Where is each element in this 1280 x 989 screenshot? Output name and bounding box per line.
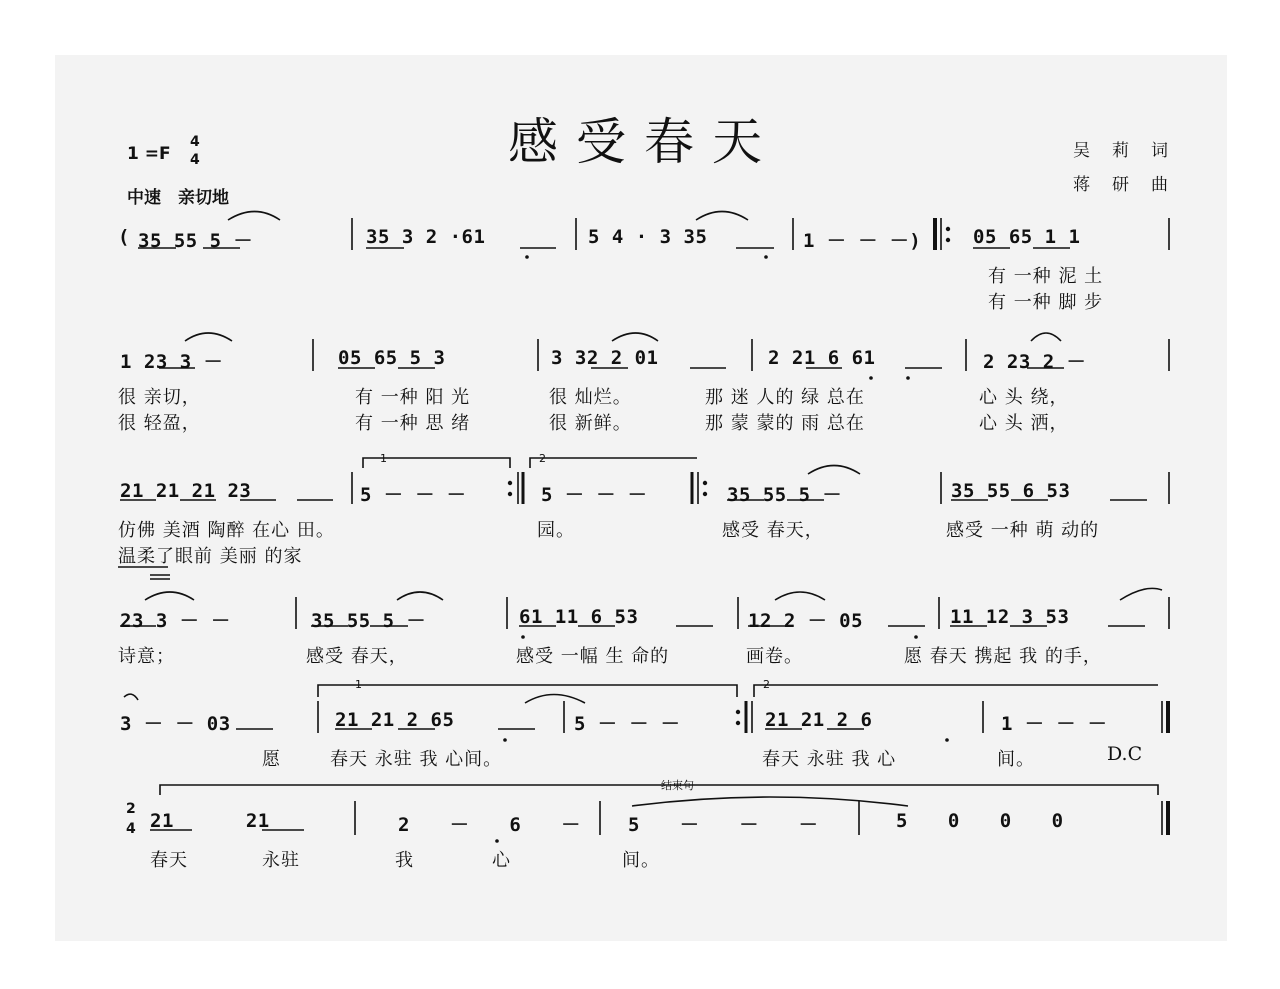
measure-r5-1: 3 － － 03 [120,713,231,735]
lyric-r2-v1-c: 很 灿烂。 [549,387,632,408]
ending-label: 结束句 [661,779,694,792]
measure-r4-1: 23 3 － － [120,610,231,632]
volta-1-label: 1 [380,452,387,465]
lyric-r4-c: 感受 一幅 生 命的 [516,646,670,667]
measure-r3-4: 35 55 5 － [727,484,843,506]
measure-r1-1: 35 55 5 － [138,230,254,252]
measure-r2-2: 05 65 5 3 [338,347,446,369]
measure-r1-2: 35 3 2 ·61 [366,226,486,248]
lyric-r6-b: 永驻 [262,850,300,871]
volta-2-label: 2 [539,452,546,465]
measure-r2-5: 2 23 2 － [983,351,1087,373]
lyricist-credit: 吴莉词 [1073,141,1190,161]
lyric-r4-e: 愿 春天 携起 我 的手， [904,646,1102,667]
da-capo-marking: D.C [1107,743,1143,765]
time-signature-2-top: 2 [126,801,136,817]
lyric-r5-b: 春天 永驻 我 心间。 [330,749,503,770]
lyric-r2-v2-a: 很 轻盈， [118,413,201,434]
measure-r2-1: 1 23 3 － [120,351,224,373]
lyric-r3-b: 园。 [537,520,575,541]
score-title: 感受春天 [508,113,780,171]
open-parenthesis: ( [118,226,130,248]
lyric-r1-verse1: 有 一种 泥 土 [988,266,1104,287]
measure-r6-4: 5 0 0 0 [896,810,1064,832]
lyric-r2-v2-c: 很 新鲜。 [549,413,632,434]
tempo-marking: 中速 亲切地 [127,188,229,208]
lyric-r4-d: 画卷。 [746,646,803,667]
lyric-r6-c: 我 [395,850,414,871]
measure-r1-3: 5 4 · 3 35 [588,226,708,248]
lyric-r2-v1-b: 有 一种 阳 光 [355,387,471,408]
lyric-r5-c: 春天 永驻 我 心 [762,749,897,770]
lyric-r4-b: 感受 春天， [306,646,408,667]
time-signature-top: 4 [190,134,200,150]
lyric-r6-e: 间。 [622,850,660,871]
measure-r5-4: 21 21 2 6 [765,709,873,731]
measure-r6-1: 21 21 [150,810,270,832]
lyric-r3-c: 感受 春天， [722,520,824,541]
lyric-r3-a: 仿佛 美酒 陶醉 在心 田。 [118,520,335,541]
measure-r4-5: 11 12 3 53 [950,606,1070,628]
measure-r2-4: 2 21 6 61 [768,347,876,369]
lyric-r5-a: 愿 [262,749,281,770]
lyric-r3-verse2: 温柔了眼前 美丽 的家 [118,546,303,567]
lyric-r5-d: 间。 [997,749,1035,770]
lyric-r2-v2-e: 心 头 洒， [979,413,1069,434]
lyric-r2-v1-a: 很 亲切， [118,387,201,408]
measure-r1-4: 1 － － －) [803,230,922,252]
measure-r1-5: 05 65 1 1 [973,226,1081,248]
lyric-r1-verse2: 有 一种 脚 步 [988,292,1104,313]
composer-credit: 蒋研曲 [1073,175,1190,195]
measure-r3-3: 5 － － － [541,484,648,506]
lyric-r6-a: 春天 [150,850,188,871]
time-signature-bottom: 4 [190,152,200,168]
measure-r6-2: 2 － 6 － [398,814,581,836]
lyric-r2-v2-d: 那 蒙 蒙的 雨 总在 [705,413,865,434]
lyric-r3-d: 感受 一种 萌 动的 [946,520,1100,541]
lyric-r2-v1-e: 心 头 绕， [979,387,1069,408]
measure-r4-2: 35 55 5 － [311,610,427,632]
measure-r5-5: 1 － － － [1001,713,1108,735]
measure-r3-5: 35 55 6 53 [951,480,1071,502]
volta-1-label-r5: 1 [355,678,362,691]
lyric-r2-v1-d: 那 迷 人的 绿 总在 [705,387,865,408]
time-signature-2-bottom: 4 [126,821,136,837]
measure-r5-3: 5 － － － [574,713,681,735]
volta-2-label-r5: 2 [763,678,770,691]
key-signature: 1 =F [127,144,171,164]
measure-r6-3: 5 － － － [628,814,819,836]
measure-r3-2: 5 － － － [360,484,467,506]
measure-r2-3: 3 32 2 01 [551,347,659,369]
lyric-r4-a: 诗意； [118,646,175,667]
lyric-r2-v2-b: 有 一种 思 绪 [355,413,471,434]
lyric-r6-d: 心 [492,850,511,871]
measure-r4-3: 61 11 6 53 [519,606,639,628]
measure-r4-4: 12 2 － 05 [748,610,864,632]
measure-r5-2: 21 21 2 65 [335,709,455,731]
measure-r3-1: 21 21 21 23 [120,480,252,502]
